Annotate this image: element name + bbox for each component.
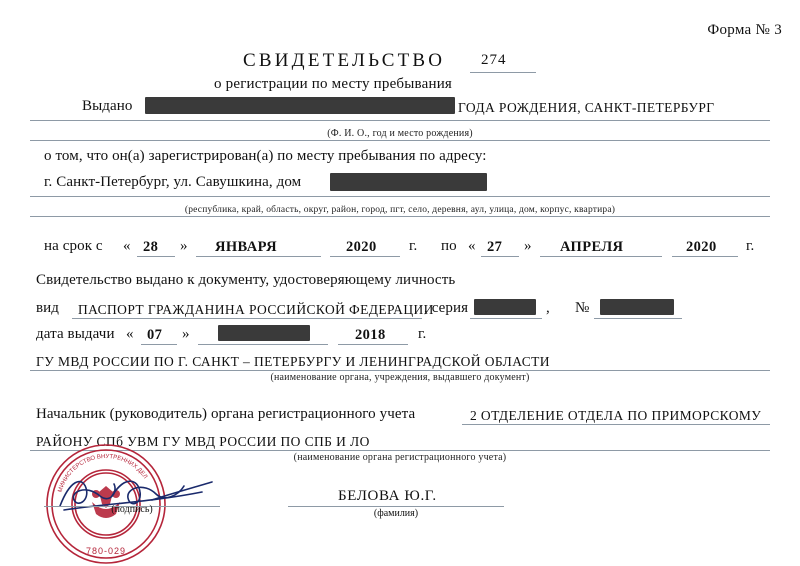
identity-series-rule xyxy=(470,318,542,319)
address-rule xyxy=(30,196,770,197)
identity-issue-g: г. xyxy=(418,326,427,342)
term-to-label: по xyxy=(441,238,457,254)
identity-issue-day: 07 xyxy=(147,327,163,343)
address-house-redaction xyxy=(330,173,487,191)
term-month-from: ЯНВАРЯ xyxy=(215,239,277,255)
identity-issue-day-rule xyxy=(141,344,177,345)
issue-quote-open: « xyxy=(126,326,134,342)
identity-number-redaction xyxy=(600,299,674,315)
term-day-from: 28 xyxy=(143,239,159,255)
head-org-line2: РАЙОНУ СПб УВМ ГУ МВД РОССИИ ПО СПБ И ЛО xyxy=(36,434,370,449)
document-title: СВИДЕТЕЛЬСТВО xyxy=(243,50,446,71)
term-g-from: г. xyxy=(409,238,418,254)
term-day-to: 27 xyxy=(487,239,503,255)
identity-issue-month-rule xyxy=(198,344,328,345)
term-g-to: г. xyxy=(746,238,755,254)
issued-to-name-redaction xyxy=(145,97,455,114)
address-value: г. Санкт-Петербург, ул. Савушкина, дом xyxy=(44,174,302,190)
signatory-surname: БЕЛОВА Ю.Г. xyxy=(338,488,437,504)
term-quote-close-to: » xyxy=(524,238,532,254)
term-quote-open-from: « xyxy=(123,238,131,254)
identity-type-label: вид xyxy=(36,300,60,316)
term-month-to: АПРЕЛЯ xyxy=(560,239,624,255)
form-number: Форма № 3 xyxy=(707,22,782,38)
identity-type-rule xyxy=(72,318,422,319)
issue-quote-close: » xyxy=(182,326,190,342)
certificate-number: 274 xyxy=(481,52,507,68)
identity-intro: Свидетельство выдано к документу, удостоверяющему личность xyxy=(36,272,456,288)
identity-number-rule xyxy=(594,318,682,319)
svg-text:780-029: 780-029 xyxy=(85,546,127,556)
term-year-to: 2020 xyxy=(686,239,717,255)
issued-to-label: Выдано xyxy=(82,98,133,114)
identity-comma: , xyxy=(546,300,550,316)
address-caption: (республика, край, область, округ, район, город, пгт, село, деревня, аул, улица, дом, корпус, квартира) xyxy=(184,205,616,215)
head-org-line1-rule xyxy=(462,424,770,425)
identity-issue-date-label: дата выдачи xyxy=(36,326,115,342)
term-quote-open-to: « xyxy=(468,238,476,254)
identity-issue-year: 2018 xyxy=(355,327,386,343)
identity-series-label: , серия xyxy=(424,300,469,316)
term-year-from-rule xyxy=(330,256,400,257)
term-month-from-rule xyxy=(196,256,321,257)
head-org-caption: (наименование органа регистрационного учета) xyxy=(293,452,507,463)
issued-to-rule xyxy=(30,120,770,121)
surname-rule xyxy=(288,506,504,507)
identity-authority: ГУ МВД РОССИИ ПО Г. САНКТ – ПЕТЕРБУРГУ И ЛЕНИНГРАДСКОЙ ОБЛАСТИ xyxy=(36,354,550,369)
term-year-to-rule xyxy=(672,256,738,257)
identity-authority-rule xyxy=(30,370,770,371)
document-subtitle: о регистрации по месту пребывания xyxy=(214,76,453,92)
term-prefix: на срок с xyxy=(44,238,103,254)
head-label: Начальник (руководитель) органа регистрационного учета xyxy=(36,406,416,422)
fio-rule xyxy=(30,140,770,141)
term-month-to-rule xyxy=(540,256,662,257)
identity-authority-caption: (наименование органа, учреждения, выдавшего документ) xyxy=(270,372,530,383)
term-quote-close-from: » xyxy=(180,238,188,254)
signature-caption: (подпись) xyxy=(111,504,153,515)
identity-issue-month-redaction xyxy=(218,325,310,341)
head-org-line1: 2 ОТДЕЛЕНИЕ ОТДЕЛА ПО ПРИМОРСКОМУ xyxy=(470,408,762,423)
surname-caption: (фамилия) xyxy=(373,508,419,519)
identity-series-redaction xyxy=(474,299,536,315)
fio-caption: (Ф. И. О., год и место рождения) xyxy=(327,128,473,139)
identity-type-value: ПАСПОРТ ГРАЖДАНИНА РОССИЙСКОЙ ФЕДЕРАЦИИ xyxy=(78,302,434,317)
address-caption-rule xyxy=(30,216,770,217)
term-year-from: 2020 xyxy=(346,239,377,255)
identity-number-label: № xyxy=(575,300,590,316)
svg-text:МИНИСТЕРСТВО ВНУТРЕННИХ ДЕЛ: МИНИСТЕРСТВО ВНУТРЕННИХ ДЕЛ xyxy=(57,453,148,494)
identity-issue-year-rule xyxy=(338,344,408,345)
term-day-from-rule xyxy=(137,256,175,257)
registered-line: о том, что он(а) зарегистрирован(а) по месту пребывания по адресу: xyxy=(44,148,487,164)
certificate-number-rule xyxy=(470,72,536,73)
issued-to-suffix: ГОДА РОЖДЕНИЯ, САНКТ-ПЕТЕРБУРГ xyxy=(458,100,715,115)
term-day-to-rule xyxy=(481,256,519,257)
